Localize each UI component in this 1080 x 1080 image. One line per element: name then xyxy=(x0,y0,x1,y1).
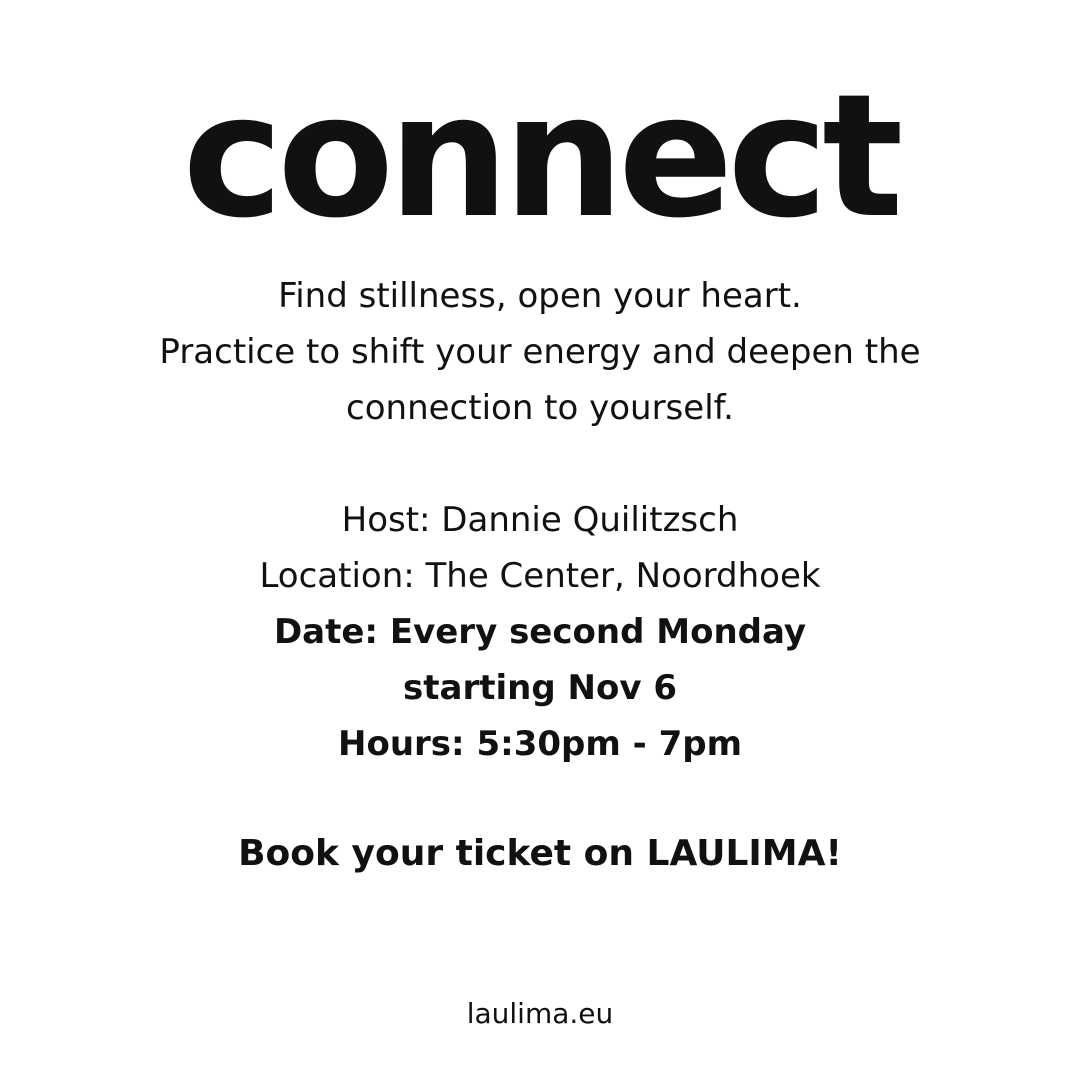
event-details xyxy=(90,492,990,772)
hours-info: Hours: 5:30pm - 7pm xyxy=(338,724,742,764)
website-url: laulima.eu xyxy=(466,997,614,1030)
event-title: connect xyxy=(182,58,898,256)
description-line: Practice to shift your energy and deepen the xyxy=(159,332,921,372)
booking-call-to-action: Book your ticket on LAULIMA! xyxy=(238,833,842,874)
description-line: Find stillness, open your heart. xyxy=(278,276,802,316)
event-description xyxy=(90,268,990,436)
description-line: connection to yourself. xyxy=(346,388,734,428)
location-info: Location: The Center, Noordhoek xyxy=(259,556,821,596)
date-info: Date: Every second Monday xyxy=(273,612,807,652)
date-start-info: starting Nov 6 xyxy=(403,668,677,708)
host-info: Host: Dannie Quilitzsch xyxy=(341,500,739,540)
